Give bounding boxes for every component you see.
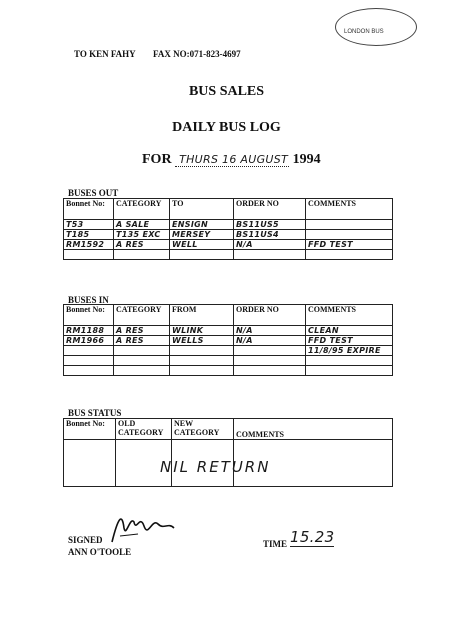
date-handwritten: THURS 16 AUGUST [175,153,289,167]
cell-order-no [234,356,306,366]
stamp-text: LONDON BUS [344,29,384,35]
page-subtitle: DAILY BUS LOG [172,120,281,135]
cell-bonnet: RM1592 [64,240,114,250]
cell-order-no [234,346,306,356]
table-row [64,250,393,260]
cell-bonnet: RM1188 [64,326,114,336]
table-header-row [64,419,393,440]
cell-category: A SALE [114,220,170,230]
time-value: 15.23 [290,528,335,546]
nil-return-note: NIL RETURN [160,458,271,476]
col-bonnet: Bonnet No: [64,199,114,220]
date-prefix: FOR [142,152,172,167]
cell-to: WELL [170,240,234,250]
date-year: 1994 [292,152,321,167]
col-from: FROM [170,305,234,326]
cell-category [114,356,170,366]
bus-status-table [63,418,393,487]
cell-comments: FFD TEST [306,240,393,250]
cell-category: A RES [114,240,170,250]
col-comments: COMMENTS [306,199,393,220]
cell-from: WELLS [170,336,234,346]
page-title: BUS SALES [188,84,265,99]
col-bonnet: Bonnet No: [64,305,114,326]
table-row [64,346,393,356]
cell-bonnet [64,250,114,260]
table-row [64,336,393,346]
cell-comments [306,220,393,230]
col-comments: COMMENTS [306,305,393,326]
fax-number: FAX NO:071-823-4697 [153,49,241,59]
cell-comments: 11/8/95 EXPIRE [306,346,393,356]
buses-in-heading: BUSES IN [68,295,109,305]
cell-to: ENSIGN [170,220,234,230]
cell-order-no [234,250,306,260]
col-bonnet: Bonnet No: [64,419,116,440]
cell-comments [306,230,393,240]
table-header-row [64,199,393,220]
col-category: CATEGORY [114,199,170,220]
cell-comments [306,366,393,376]
cell-category [114,250,170,260]
cell-from [170,356,234,366]
col-order-no: ORDER NO [234,305,306,326]
cell-from [170,346,234,356]
cell-order-no: N/A [234,240,306,250]
cell-bonnet [64,366,114,376]
col-new-category: NEW CATEGORY [172,419,234,440]
table-row [64,220,393,230]
cell-category [114,366,170,376]
buses-in-table [63,304,393,376]
col-comments: COMMENTS [234,419,393,440]
cell-category: A RES [114,336,170,346]
cell-comments: CLEAN [306,326,393,336]
date-line [142,152,321,168]
cell-from: WLINK [170,326,234,336]
fax-to: TO KEN FAHY [74,49,136,59]
cell-order-no [234,366,306,376]
cell-order-no: BS11US5 [234,220,306,230]
cell-category: A RES [114,326,170,336]
cell-blank [64,440,116,487]
cell-order-no: N/A [234,326,306,336]
cell-bonnet: T53 [64,220,114,230]
table-row [64,326,393,336]
cell-bonnet [64,346,114,356]
cell-bonnet [64,356,114,366]
table-row [64,230,393,240]
cell-bonnet: RM1966 [64,336,114,346]
cell-order-no: BS11US4 [234,230,306,240]
cell-bonnet: T185 [64,230,114,240]
bus-status-heading: BUS STATUS [68,408,122,418]
signer-name: ANN O'TOOLE [68,547,132,557]
col-category: CATEGORY [114,305,170,326]
table-header-row [64,305,393,326]
buses-out-table [63,198,393,260]
cell-category: T135 EXC [114,230,170,240]
col-order-no: ORDER NO [234,199,306,220]
signed-label: SIGNED [68,535,103,545]
company-stamp [335,8,417,46]
col-to: TO [170,199,234,220]
time-label: TIME [263,539,288,549]
cell-to [170,250,234,260]
cell-category [114,346,170,356]
cell-from [170,366,234,376]
table-row [64,366,393,376]
cell-comments: FFD TEST [306,336,393,346]
cell-to: MERSEY [170,230,234,240]
col-old-category: OLD CATEGORY [116,419,172,440]
cell-comments [306,356,393,366]
cell-comments [306,250,393,260]
table-row [64,356,393,366]
buses-out-heading: BUSES OUT [68,188,119,198]
cell-order-no: N/A [234,336,306,346]
signature [108,508,178,548]
table-row [64,240,393,250]
